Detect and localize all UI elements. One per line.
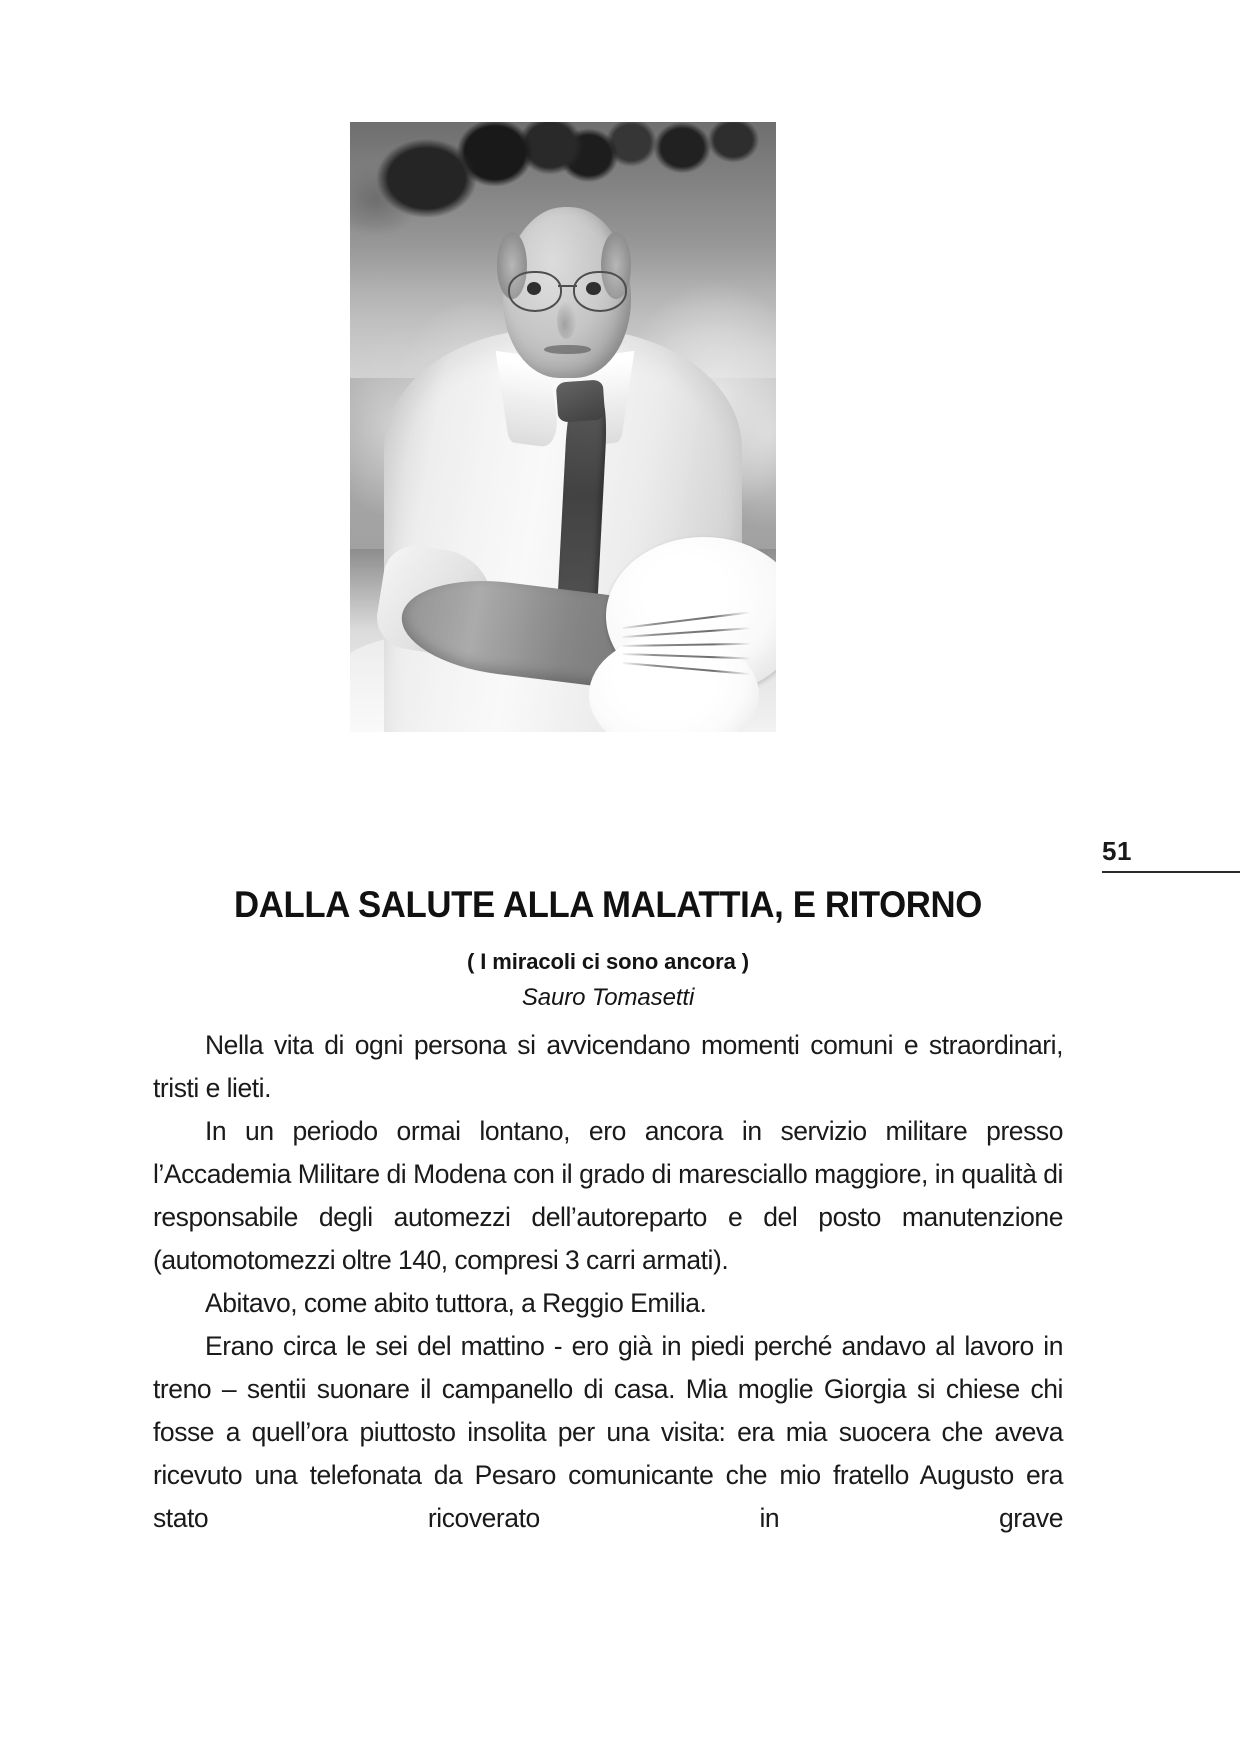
photo-glasses-bridge [558, 285, 577, 287]
page-number: 51 [1102, 836, 1132, 866]
photo-fork-4 [623, 653, 751, 659]
body-paragraph [153, 1110, 1063, 1282]
article-header [153, 860, 1063, 1012]
photo-nose [557, 302, 576, 339]
body-paragraph [153, 1024, 1063, 1110]
article-title: DALLA SALUTE ALLA MALATTIA, E RITORNO [234, 883, 982, 925]
article-body [153, 1024, 1063, 1540]
photo-fork-3 [623, 642, 751, 646]
photo-mouth [544, 345, 591, 355]
paragraph-text: Nella vita di ogni persona si avvicendano momenti comuni e straordinari, tristi e lieti. [153, 1030, 1063, 1103]
paragraph-text: Abitavo, come abito tuttora, a Reggio Emilia. [205, 1288, 707, 1318]
folio-rule [1102, 871, 1240, 873]
paragraph-text: In un periodo ormai lontano, ero ancora in servizio militare presso l’Accademia Militare di Modena con il grado di maresciallo maggiore, in qualità di responsabile degli automezzi dell’autoreparto e del posto manutenzione (automotomezzi oltre 140, compresi 3 carri armati). [153, 1116, 1063, 1275]
photograph-canvas [350, 122, 776, 732]
page-folio [1102, 838, 1240, 873]
article-photograph [350, 122, 776, 732]
body-paragraph [153, 1325, 1063, 1540]
photo-cutlery [623, 622, 751, 671]
paragraph-text: Erano circa le sei del mattino - ero già in piedi perché andavo al lavoro in treno – sentii suonare il campanello di casa. Mia moglie Giorgia si chiese chi fosse a quell’ora piuttosto insolita per una visita: era mia suocera che aveva ricevuto una telefonata da Pesaro comunicante che mio fratello Augusto era stato ricoverato in grave [153, 1331, 1063, 1533]
body-paragraph [153, 1282, 1063, 1325]
article-subtitle: ( I miracoli ci sono ancora ) [467, 948, 749, 974]
photo-fork-2 [623, 627, 751, 638]
photo-necktie-knot [555, 380, 605, 423]
article-author: Sauro Tomasetti [521, 983, 695, 1011]
